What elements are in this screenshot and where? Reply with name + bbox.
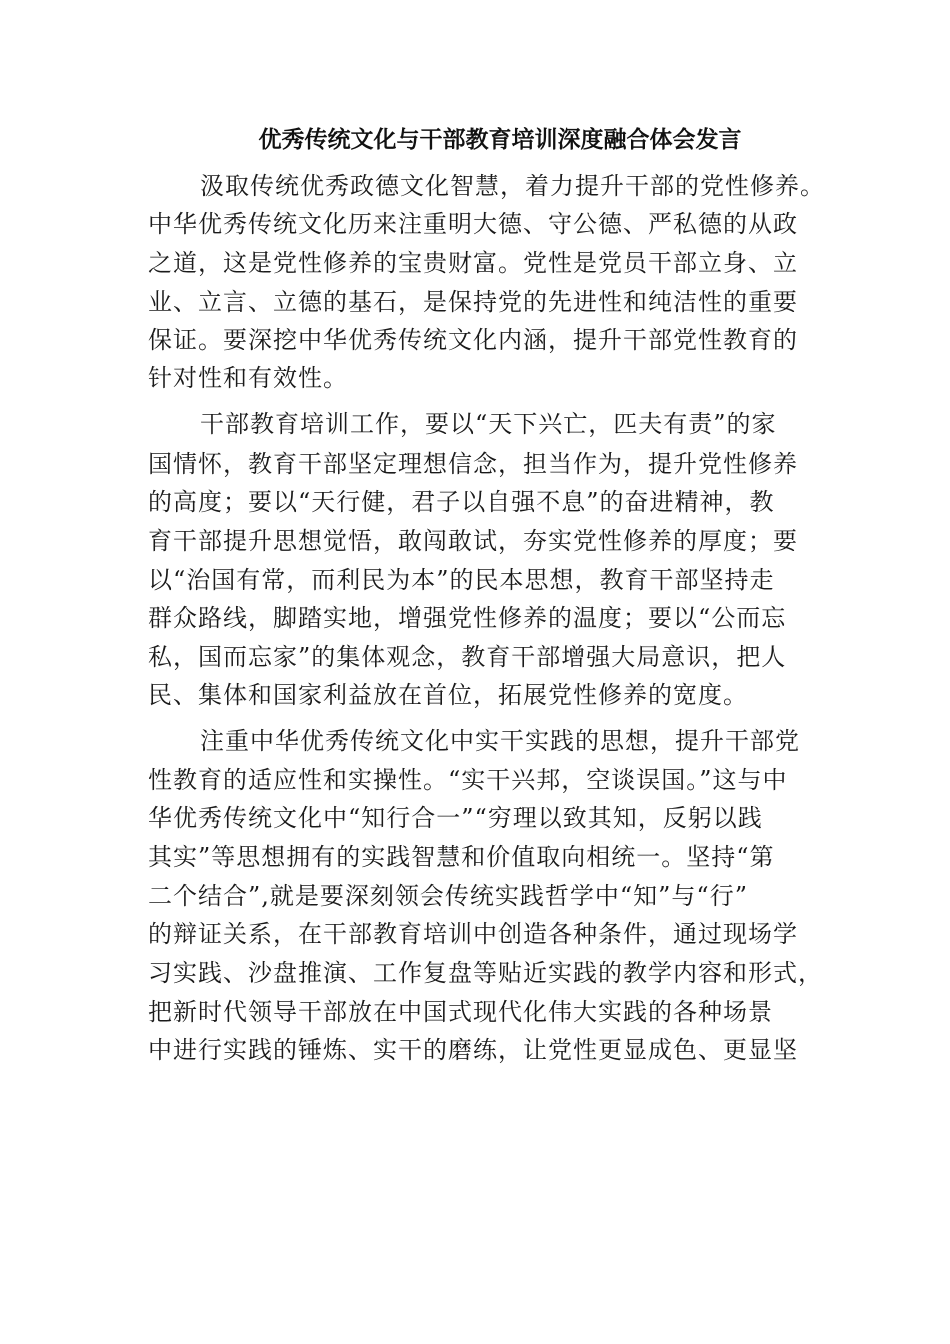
paragraph-1-line-5: 保证。要深挖中华优秀传统文化内涵，提升干部党性教育的 [148, 326, 798, 354]
paragraph-1-line-4: 业、立言、立德的基石，是保持党的先进性和纯洁性的重要 [148, 288, 798, 316]
paragraph-2-line-7: 私，国而忘家”的集体观念，教育干部增强大局意识，把人 [148, 643, 787, 671]
paragraph-2-line-3: 的高度；要以“天行健，君子以自强不息”的奋进精神，教 [148, 488, 775, 516]
paragraph-2-line-2: 国情怀，教育干部坚定理想信念，担当作为，提升党性修养 [148, 450, 798, 478]
paragraph-1-line-2: 中华优秀传统文化历来注重明大德、守公德、严私德的从政 [148, 210, 798, 238]
paragraph-3-line-1: 注重中华优秀传统文化中实干实践的思想，提升干部党 [200, 727, 800, 755]
paragraph-3-line-2: 性教育的适应性和实操性。“实干兴邦，空谈误国。”这与中 [148, 766, 788, 794]
paragraph-3-line-8: 把新时代领导干部放在中国式现代化伟大实践的各种场景 [148, 998, 773, 1026]
paragraph-3-line-4: 其实”等思想拥有的实践智慧和价值取向相统一。坚持“第 [148, 843, 775, 871]
paragraph-3-line-7: 习实践、沙盘推演、工作复盘等贴近实践的教学内容和形式， [148, 959, 823, 987]
paragraph-1-line-1: 汲取传统优秀政德文化智慧，着力提升干部的党性修养。 [200, 172, 825, 200]
paragraph-3-line-3: 华优秀传统文化中“知行合一”“穷理以致其知，反躬以践 [148, 804, 763, 832]
paragraph-3-line-6: 的辩证关系，在干部教育培训中创造各种条件，通过现场学 [148, 920, 798, 948]
paragraph-2-line-5: 以“治国有常，而利民为本”的民本思想，教育干部坚持走 [148, 566, 775, 594]
paragraph-3-line-5: 二个结合”,就是要深刻领会传统实践哲学中“知”与“行” [148, 882, 748, 910]
paragraph-1-line-3: 之道，这是党性修养的宝贵财富。党性是党员干部立身、立 [148, 249, 798, 277]
paragraph-2-line-6: 群众路线，脚踏实地，增强党性修养的温度；要以“公而忘 [148, 604, 787, 632]
paragraph-2-line-4: 育干部提升思想觉悟，敢闯敢试，夯实党性修养的厚度；要 [148, 527, 798, 555]
paragraph-2-line-8: 民、集体和国家利益放在首位，拓展党性修养的宽度。 [148, 681, 748, 709]
document-title: 优秀传统文化与干部教育培训深度融合体会发言 [258, 126, 742, 153]
paragraph-2-line-1: 干部教育培训工作，要以“天下兴亡，匹夫有责”的家 [200, 410, 777, 438]
paragraph-1-line-6: 针对性和有效性。 [148, 364, 348, 392]
paragraph-3-line-9: 中进行实践的锤炼、实干的磨练，让党性更显成色、更显坚 [148, 1036, 798, 1064]
